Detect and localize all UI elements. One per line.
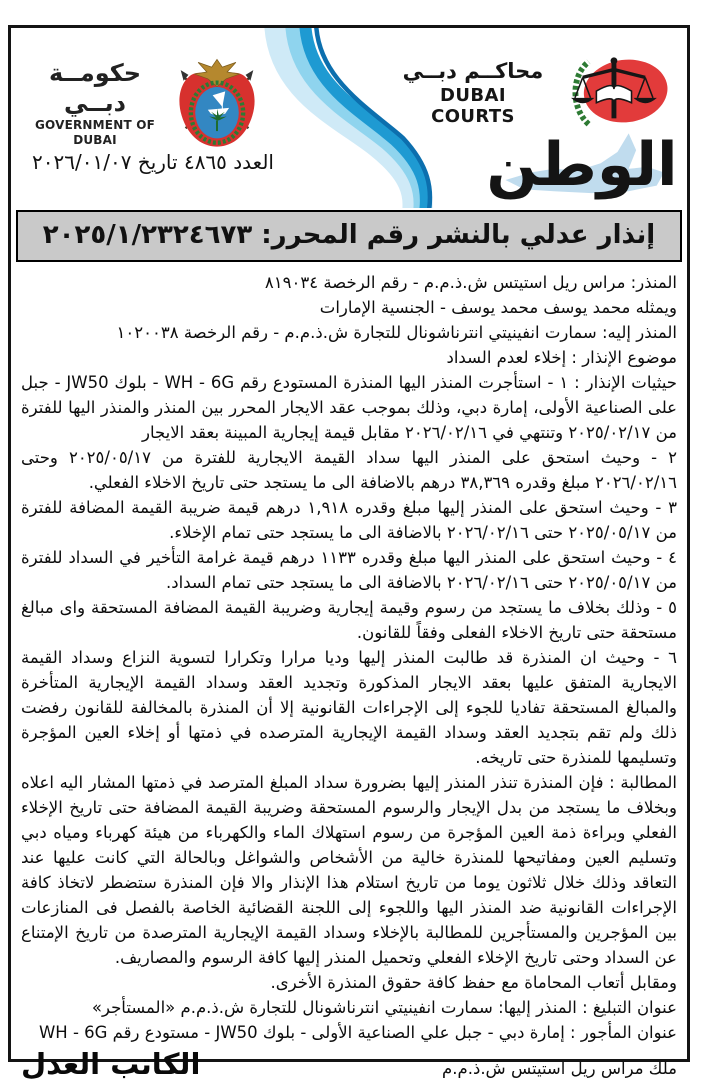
- notice-paragraph: حيثيات الإنذار : ١ - استأجرت المنذر اليها المنذرة المستودع رقم WH - 6G - بلوك JW50 - جبل على الصناعية الأولى، إمارة دبي، وذلك بموجب عقد الايجار المحرر بين المنذر والمنذر اليها للفترة من ٢٠٢٥/٠٢/١٧ وتنتهي في ٢٠٢٦/٠٢/١٦ مقابل قيمة إيجارية المبينة بعقد الايجار: [21, 373, 677, 442]
- notice-paragraph: ٤ - وحيث استحق على المنذر اليها مبلغ وقدره ١١٣٣ درهم قيمة غرامة التأخير في السداد للفترة من ٢٠٢٥/٠٥/١٧ حتى ٢٠٢٦/٠٢/١٦ بالاضافة الى ما يستجد حتى تمام السداد.: [21, 548, 677, 592]
- property-owner-line: ملك مراس ريل استيتس ش.ذ.م.م: [442, 1059, 677, 1078]
- courts-name-arabic: محاكــم دبــي: [402, 58, 544, 83]
- government-of-dubai-logo: [25, 54, 263, 152]
- notice-sheet: [8, 25, 690, 1081]
- notice-paragraph: المنذر إليه: سمارت انفينيتي انترناشونال للتجارة ش.ذ.م.م - رقم الرخصة ١٠٢٠٠٣٨: [116, 323, 677, 342]
- masthead: [11, 28, 687, 208]
- scales-of-justice-icon: [553, 52, 671, 132]
- government-name-english: GOVERNMENT OF DUBAI: [34, 118, 156, 147]
- notice-paragraph: عنوان التبليغ : المنذر إليها: سمارت انفينيتي انترناشونال للتجارة ش.ذ.م.م «المستأجر»: [91, 998, 677, 1017]
- notice-paragraph: ويمثله محمد يوسف محمد يوسف - الجنسية الإمارات: [319, 298, 677, 317]
- newspaper-name: الوطن: [486, 130, 678, 200]
- notice-paragraph: المنذر: مراس ريل استيتس ش.ذ.م.م - رقم الرخصة ٨١٩٠٣٤: [264, 273, 677, 292]
- notice-footer: [11, 1047, 687, 1081]
- notice-title: إنذار عدلي بالنشر رقم المحرر: ٢٠٢٥/١/٢٣٢٤٦٧٣: [42, 220, 656, 250]
- al-watan-logo: [479, 124, 685, 208]
- notice-paragraph: موضوع الإنذار : إخلاء لعدم السداد: [446, 348, 677, 367]
- dubai-courts-wordmark: [397, 58, 549, 127]
- notice-paragraph: ٥ - وذلك بخلاف ما يستجد من رسوم وقيمة إيجارية وضريبة القيمة المضافة المستحقة واى مبالغ مستحقة حتى تاريخ الاخلاء الفعلى وفقاً للقانون.: [21, 598, 677, 642]
- government-name-arabic: حكومــة دبــي: [48, 59, 142, 117]
- notice-title-bar: [16, 210, 682, 262]
- dubai-courts-logo: [397, 52, 671, 132]
- issue-date-line: العدد ٤٨٦٥ تاريخ ٢٠٢٦/٠١/٠٧: [32, 150, 274, 174]
- notice-paragraph: ومقابل أتعاب المحاماة مع حفظ كافة حقوق المنذرة الأخرى.: [270, 973, 677, 992]
- government-of-dubai-wordmark: [25, 58, 165, 148]
- notice-paragraph: عنوان المأجور : إمارة دبي - جبل علي الصناعية الأولى - بلوك JW50 - مستودع رقم WH - 6G: [38, 1023, 677, 1042]
- notice-paragraph: ٦ - وحيث ان المنذرة قد طالبت المنذر إليها وديا مرارا وتكرارا لتسوية النزاع وسداد القيمة الايجارية المتفق عليها بعقد الايجار المذكورة وتجديد العقد وسداد القيمة الإيجارية المتأخرة والمبالغ المستحقة تفاديا للجوء إلى الإجراءات القانونية إلا أن المنذرة بالمخالفة للقانون رفضت ذلك ولم تقم بتجديد العقد وسداد القيمة الإيجارية المترصده في ذمتها أو إخلاء العين المؤجرة وتسليمها للمنذرة حتى تاريخه.: [21, 648, 677, 767]
- notary-public-signature: الكاتب العدل: [21, 1047, 201, 1081]
- notice-paragraph: المطالبة : فإن المنذرة تنذر المنذر إليها بضرورة سداد المبلغ المترصد في ذمتها المشار اليه اعلاه وبخلاف ما يستجد من بدل الإيجار والرسوم المستحقة وضريبة القيمة المضافة حتى تاريخ الإخلاء الفعلي وبراءة ذمة العين المؤجرة من رسوم استهلاك الماء والكهرباء من هيئة كهرباء ومياه دبي وتسليم العين ومفاتيحها للمنذرة خالية من الأشخاص والشواغل وبالحالة التي كانت عليها عند التعاقد وذلك خلال ثلاثون يوما من تاريخ استلام هذا الإنذار والا فإن المنذرة ستضطر لاتخاذ كافة الإجراءات القانونية ضد المنذر اليها واللجوء إلى اللجنة القضائية الخاصة بالفصل فى المنازعات بين المؤجرين والمستأجرين للمطالبة بالإخلاء وسداد القيمة الإيجارية المترصدة من تاريخ الإمتناع عن السداد وحتى تاريخ الإخلاء الفعلي وتحميل المنذر إليها كافة الرسوم والمصاريف.: [21, 773, 677, 967]
- notice-body: [11, 265, 687, 1045]
- notice-paragraph: ٢ - وحيث استحق على المنذر اليها سداد القيمة الايجارية للفترة من ٢٠٢٥/٠٥/١٧ وحتى ٢٠٢٦/٠٢/١٦ مبلغ وقدره ٣٨,٣٦٩ درهم بالاضافة الى ما يستجد حتى تاريخ الاخلاء الفعلي.: [21, 448, 677, 492]
- dubai-emblem-icon: [171, 54, 263, 152]
- courts-name-english: DUBAI COURTS: [431, 84, 515, 127]
- notice-paragraph: ٣ - وحيث استحق على المنذر إليها مبلغ وقدره ١,٩١٨ درهم قيمة ضريبة القيمة المضافة للفترة من ٢٠٢٥/٠٥/١٧ حتى ٢٠٢٦/٠٢/١٦ بالاضافة الى ما يستجد حتى تمام الإخلاء.: [21, 498, 678, 542]
